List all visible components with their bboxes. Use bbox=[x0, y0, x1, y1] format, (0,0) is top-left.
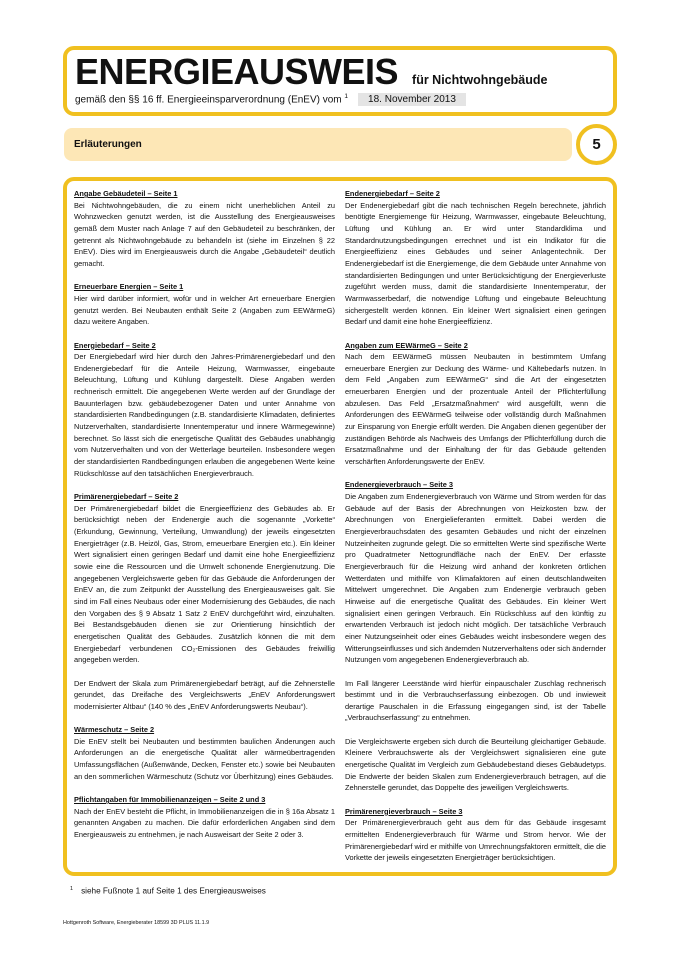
section-paragraph: Der Energiebedarf wird hier durch den Jahres-Primärenergiebedarf und den Endenergiebedarf für die Anteile Heizung, Warmwasser, eingebaute Beleuchtung, Lüftung und Kühlung dargestellt. Diese Angaben werden rechnerisch ermittelt. Die angegebenen Werte werden auf der Grundlage der Bauunterlagen bzw. gebäudebezogener Daten und unter Annahme von standardisierten Randbedingungen (z.B. standardisierte Klimadaten, definiertes Nutzerverhalten, standardisierte Innentemperatur und innere Wärmegewinne) berechnet. So lässt sich die energetische Qualität des Gebäudes unabhängig vom Nutzerverhalten und von der Wetterlage beurteilen. Insbesondere wegen der standardisierten Randbedingungen erlauben die angegebenen Werte keine Rückschlüsse auf den tatsächlichen Energieverbrauch. bbox=[74, 352, 335, 478]
content-flow bbox=[63, 177, 617, 927]
footnote-marker: 1 bbox=[344, 93, 349, 101]
section-heading: Primärenergieverbrauch – Seite 3 bbox=[345, 806, 463, 816]
section-heading: Energiebedarf – Seite 2 bbox=[74, 340, 156, 350]
title-row bbox=[75, 52, 605, 92]
section-paragraph: Die Angaben zum Endenergieverbrauch von Wärme und Strom werden für das Gebäude auf der Basis der Abrechnungen von Heizkosten bzw. der Abrechnungen von Energielieferanten ermittelt. Dabei werden die Energieverbrauchsdaten des gesamten Gebäudes und nicht der einzelnen Nutzeinheiten zugrunde gelegt. Die so ermittelten Werte sind spezifische Werte pro Quadratmeter Nettogrundfläche nach der EnEV. Der erfasste Energieverbrauch für die Heizung wird anhand der konkreten örtlichen Wetterdaten und mithilfe von Klimafaktoren auf einen deutschlandweiten Mittelwert umgerechnet. Die Angaben zum Endenergie verbrauch geben Hinweise auf die energetische Qualität des Gebäudes. Ein kleiner Wert signalisiert einen geringen Verbrauch. Ein Rückschluss auf den künftig zu erwartenden Verbrauch ist jedoch nicht möglich. Der tatsächliche Verbrauch einer Nutzungseinheit oder eines Gebäudes weicht insbesondere wegen des Witterungseinflusses und sich ändernden Nutzerverhaltens oder sich ändernder Nutzungen vom angegebenen Endenergieverbrauch ab. bbox=[345, 492, 606, 665]
section-heading: Endenergieverbrauch – Seite 3 bbox=[345, 480, 454, 490]
section-paragraph: Die EnEV stellt bei Neubauten und bestimmten baulichen Änderungen auch Anforderungen an die energetische Qualität aller wärmeübertragenden Umfassungsflächen (Außenwände, Decken, Fenster etc.) sowie bei Neubauten an den sommerlichen Wärmeschutz (Schutz vor Überhitzung) eines Gebäudes. bbox=[74, 736, 335, 781]
section-paragraph: Bei Nichtwohngebäuden, die zu einem nicht unerheblichen Anteil zu Wohnzwecken genutzt werden, ist die Ausstellung des Energieausweises gemäß dem Muster nach Anlage 7 auf den Gebäudeteil zu beschränken, der getrennt als Nichtwohngebäude zu behandeln ist (siehe im Einzelnen § 22 EnEV). Dies wird im Energieausweis durch die Angabe „Gebäudeteil“ deutlich gemacht. bbox=[74, 200, 335, 268]
left-column bbox=[74, 188, 335, 864]
software-credit: Hottgenroth Software, Energieberater 18599 3D PLUS 11.1.9 bbox=[63, 919, 210, 926]
section-paragraph: Nach der EnEV besteht die Pflicht, in Immobilienanzeigen die in § 16a Absatz 1 genannten Angaben zu machen. Die dafür erforderlichen Angaben sind dem Energieausweis zu entnehmen, je nach Ausweisart der Seite 2 oder 3. bbox=[74, 806, 335, 839]
explanation-section bbox=[74, 188, 335, 270]
section-bar bbox=[64, 128, 572, 161]
section-heading: Angaben zum EEWärmeG – Seite 2 bbox=[345, 340, 468, 350]
section-title: Erläuterungen bbox=[74, 139, 142, 150]
explanation-section bbox=[74, 340, 335, 480]
explanation-section bbox=[345, 188, 606, 328]
section-paragraph: Hier wird darüber informiert, wofür und in welcher Art erneuerbare Energien genutzt werden. Bei Neubauten enthält Seite 2 (Angaben zum EEWärmeG) dazu weitere Angaben. bbox=[74, 293, 335, 327]
section-heading: Primärenergiebedarf – Seite 2 bbox=[74, 492, 179, 502]
section-heading: Endenergiebedarf – Seite 2 bbox=[345, 189, 440, 198]
enev-date: 18. November 2013 bbox=[358, 93, 466, 106]
section-heading: Erneuerbare Energien – Seite 1 bbox=[74, 282, 184, 292]
subtitle-row bbox=[75, 93, 605, 106]
explanations-box bbox=[63, 177, 617, 876]
explanation-section bbox=[74, 281, 335, 328]
legal-basis-text: gemäß den §§ 16 ff. Energieeinsparverordnung (EnEV) vom bbox=[75, 94, 342, 106]
section-paragraph: Der Endwert der Skala zum Primärenergiebedarf beträgt, auf die Zehnerstelle gerundet, das Dreifache des Vergleichswerts „EnEV Anforderungswert modernisierter Altbau“ (140 % des „EnEV Anforderungswerts Neubau“). bbox=[74, 678, 335, 711]
section-heading: Wärmeschutz – Seite 2 bbox=[74, 725, 155, 735]
footnote bbox=[70, 883, 617, 898]
explanation-section bbox=[345, 806, 606, 864]
explanation-section bbox=[74, 794, 335, 841]
footnote-text: siehe Fußnote 1 auf Seite 1 des Energieausweises bbox=[81, 886, 266, 896]
section-paragraph: Im Fall längerer Leerstände wird hierfür einpauschaler Zuschlag rechnerisch bestimmt und in die Verbrauchserfassung einbezogen. Ob und inwieweit derartige Pauschalen in die Erfassung eingegangen sind, ist der Tabelle „Verbrauchserfassung“ zu entnehmen. bbox=[345, 678, 606, 723]
header-box bbox=[63, 46, 617, 116]
section-paragraph: Nach dem EEWärmeG müssen Neubauten in bestimmtem Umfang erneuerbare Energien zur Deckung des Wärme- und Kältebedarfs nutzen. In dem Feld „Angaben zum EEWärmeG“ sind die Art der eingesetzten erneuerbaren Energien und der prozentuale Anteil der Pflichterfüllung abzulesen. Das Feld „Ersatzmaßnahmen“ wird ausgefüllt, wenn die Anforderungen des EEWärmeG teilweise oder vollständig durch Maßnahmen zur Einsparung von Energie erfüllt werden. Die Angaben dienen gegenüber der zuständigen Behörde als Nachweis des Umfangs der Pflichterfüllung durch die Ersatzmaßnahme und der Einhaltung der für das Gebäude geltenden verschärften Anforderungswerte der EnEV. bbox=[345, 352, 606, 467]
page-number-badge: 5 bbox=[576, 124, 617, 165]
section-heading: Angabe Gebäudeteil – Seite 1 bbox=[74, 189, 178, 198]
section-paragraph: Der Primärenergieverbrauch geht aus dem für das Gebäude insgesamt ermittelten Endenergieverbrauch für Wärme und Strom hervor. Wie der Primärenergiebedarf wird er mithilfe von Umrechnungsfaktoren ermittelt, die die Vorkette der jeweils eingesetzten Energieträger berücksichtigen. bbox=[345, 818, 606, 863]
document-type: für Nichtwohngebäude bbox=[412, 73, 548, 87]
right-column bbox=[345, 188, 606, 864]
section-paragraph: Der Endenergiebedarf gibt die nach technischen Regeln berechnete, jährlich benötigte Energiemenge für Heizung, Warmwasser, eingebaute Beleuchtung, Lüftung und Kühlung an. Er wird unter Standardklima und Standardnutzungsbedingungen errechnet und ist ein Indikator für die Energieeffizienz eines Gebäudes und seiner Anlagentechnik. Der Endenergiebedarf ist die Energiemenge, die dem Gebäude unter Annahme von standardisierten Bedingungen und unter Berücksichtigung der Energieverluste zugeführt werden muss, damit die standardisierte Innentemperatur, der Warmwasserbedarf, die notwendige Lüftung und eingebaute Beleuchtung sichergestellt werden können. Ein kleiner Wert signalisiert einen geringen Bedarf und damit eine hohe Energieeffizienz. bbox=[345, 200, 606, 327]
section-paragraph: Die Vergleichswerte ergeben sich durch die Beurteilung gleichartiger Gebäude. Kleinere Verbrauchswerte als der Vergleichswert signalisieren eine gute energetische Qualität im Vergleich zum Gebäudebestand dieses Gebäudetyps. Die Endwerte der beiden Skalen zum Endenergieverbrauch betragen, auf die Zehnerstelle gerundet, das Doppelte des jeweiligen Vergleichswerts. bbox=[345, 736, 606, 793]
footnote-number: 1 bbox=[70, 885, 74, 892]
explanation-section bbox=[345, 340, 606, 468]
document-title: ENERGIEAUSWEIS bbox=[75, 51, 399, 92]
legal-basis bbox=[75, 93, 348, 105]
section-heading: Pflichtangaben für Immobilienanzeigen – Seite 2 und 3 bbox=[74, 795, 266, 805]
explanation-section bbox=[74, 491, 335, 712]
explanation-section bbox=[345, 479, 606, 794]
section-paragraph: Der Primärenergiebedarf bildet die Energieeffizienz des Gebäudes ab. Er berücksichtigt neben der Endenergie auch die sogenannte „Vorkette“ (Erkundung, Gewinnung, Verteilung, Umwandlung) der jeweils eingesetzten Energieträger (z.B. Heizöl, Gas, Strom, erneuerbare Energien etc.). Ein kleiner Wert signalisiert einen geringen Bedarf und damit eine hohe Energieeffizienz sowie eine die Ressourcen und die Umwelt schonende Energienutzung. Die angegebenen Vergleichswerte geben für das Gebäude die Anforderungen der EnEV an, die zum Zeitpunkt der Ausstellung des Energieausweises galt. Sie sind im Fall eines Neubaus oder einer Modernisierung des Gebäudes, die nach den Vorgaben des § 9 Absatz 1 Satz 2 EnEV durchgeführt wird, einzuhalten. Bei Bestandsgebäuden dienen sie zur Orientierung hinsichtlich der energetischen Qualität des Gebäudes. Zusätzlich können die mit dem Energiebedarf verbundenen CO₂-Emissionen des Gebäudes freiwillig angegeben werden. bbox=[74, 503, 335, 665]
explanation-section bbox=[74, 724, 335, 782]
